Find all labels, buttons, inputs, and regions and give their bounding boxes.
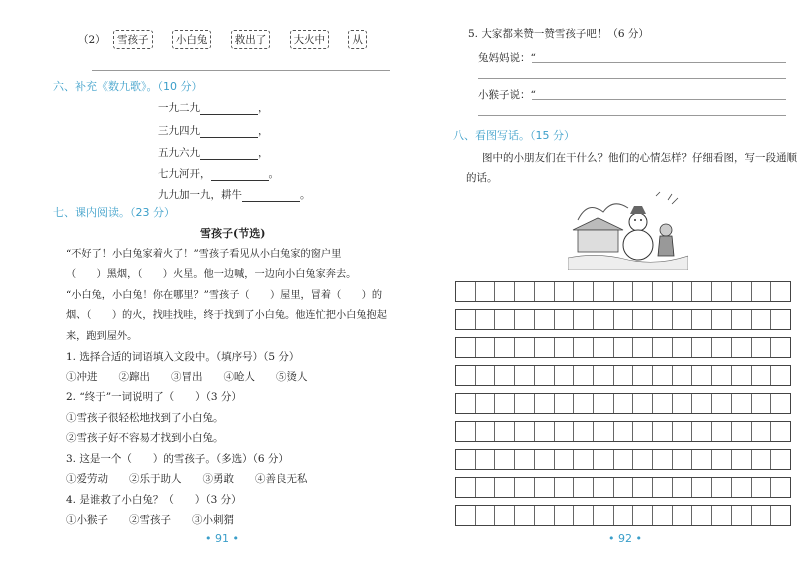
question-1: 1. 选择合适的词语填入文段中。（填序号）（5 分） <box>66 351 300 363</box>
answer-line <box>478 115 786 116</box>
poem-line: 七九河开， 。 <box>158 168 279 180</box>
word-box: 救出了 <box>231 30 271 49</box>
poem-line: 一九二九 ， <box>158 102 269 114</box>
word-box: 雪孩子 <box>113 30 153 49</box>
passage-line: （ ）黑烟，（ ）火星。他一边喊，一边向小白兔家奔去。 <box>66 269 357 280</box>
section-7-heading: 七、课内阅读。（23 分） <box>53 206 175 219</box>
rabbit-mom-says: 兔妈妈说：“ <box>478 52 536 64</box>
question-4-options: ①小猴子 ②雪孩子 ③小刺猬 <box>66 514 234 526</box>
grid-row[interactable] <box>455 309 791 330</box>
page-number: • 91 • <box>205 532 239 545</box>
answer-line <box>532 99 786 100</box>
question-3: 3. 这是一个（ ）的雪孩子。（多选）（6 分） <box>66 453 289 465</box>
grid-row[interactable] <box>455 421 791 442</box>
passage-line: 来，跑到屋外。 <box>66 331 138 342</box>
poem-line: 三九四九 ， <box>158 125 269 137</box>
snowman-illustration <box>568 190 688 270</box>
answer-line <box>92 70 390 71</box>
question-3-options: ①爱劳动 ②乐于助人 ③勇敢 ④善良无私 <box>66 473 308 485</box>
question-2-option-a: ①雪孩子很轻松地找到了小白兔。 <box>66 412 224 424</box>
passage-line: “小白兔，小白兔！你在哪里？”雪孩子（ ）屋里，冒着（ ）的 <box>66 290 383 301</box>
q2-label: （2） <box>78 34 106 46</box>
q2-word-boxes <box>78 30 383 49</box>
poem-line: 五九六九 ， <box>158 147 269 159</box>
passage-line: “不好了！小白兔家着火了！”雪孩子看见从小白兔家的窗户里 <box>66 249 342 260</box>
writing-grid[interactable] <box>455 281 791 533</box>
grid-row[interactable] <box>455 449 791 470</box>
page-number: • 92 • <box>608 532 642 545</box>
question-1-options: ①冲进 ②蹿出 ③冒出 ④呛人 ⑤烫人 <box>66 371 308 383</box>
question-2: 2. “终于”一词说明了（ ）（3 分） <box>66 391 242 403</box>
grid-row[interactable] <box>455 337 791 358</box>
passage-line: 烟、（ ）的火，找哇找哇，终于找到了小白兔。他连忙把小白兔抱起 <box>66 310 387 321</box>
section-8-heading: 八、看图写话。（15 分） <box>453 129 575 142</box>
grid-row[interactable] <box>455 393 791 414</box>
grid-row[interactable] <box>455 477 791 498</box>
word-box: 小白兔 <box>172 30 212 49</box>
grid-row[interactable] <box>455 365 791 386</box>
grid-row[interactable] <box>455 505 791 526</box>
grid-row[interactable] <box>455 281 791 302</box>
question-2-option-b: ②雪孩子好不容易才找到小白兔。 <box>66 432 224 444</box>
poem-line: 九九加一九，耕牛 。 <box>158 189 311 201</box>
word-box: 大火中 <box>290 30 330 49</box>
answer-line <box>532 62 786 63</box>
monkey-says: 小猴子说：“ <box>478 89 536 101</box>
writing-prompt: 的话。 <box>466 172 498 184</box>
question-4: 4. 是谁救了小白兔？（ ）（3 分） <box>66 494 242 506</box>
question-5: 5. 大家都来赞一赞雪孩子吧！（6 分） <box>468 28 649 40</box>
passage-title: 雪孩子(节选) <box>200 227 266 240</box>
word-box: 从 <box>348 30 367 49</box>
writing-prompt: 图中的小朋友们在干什么？他们的心情怎样？仔细看图，写一段通顺 <box>482 152 797 164</box>
section-6-heading: 六、补充《数九歌》。（10 分） <box>53 80 203 93</box>
answer-line <box>478 78 786 79</box>
